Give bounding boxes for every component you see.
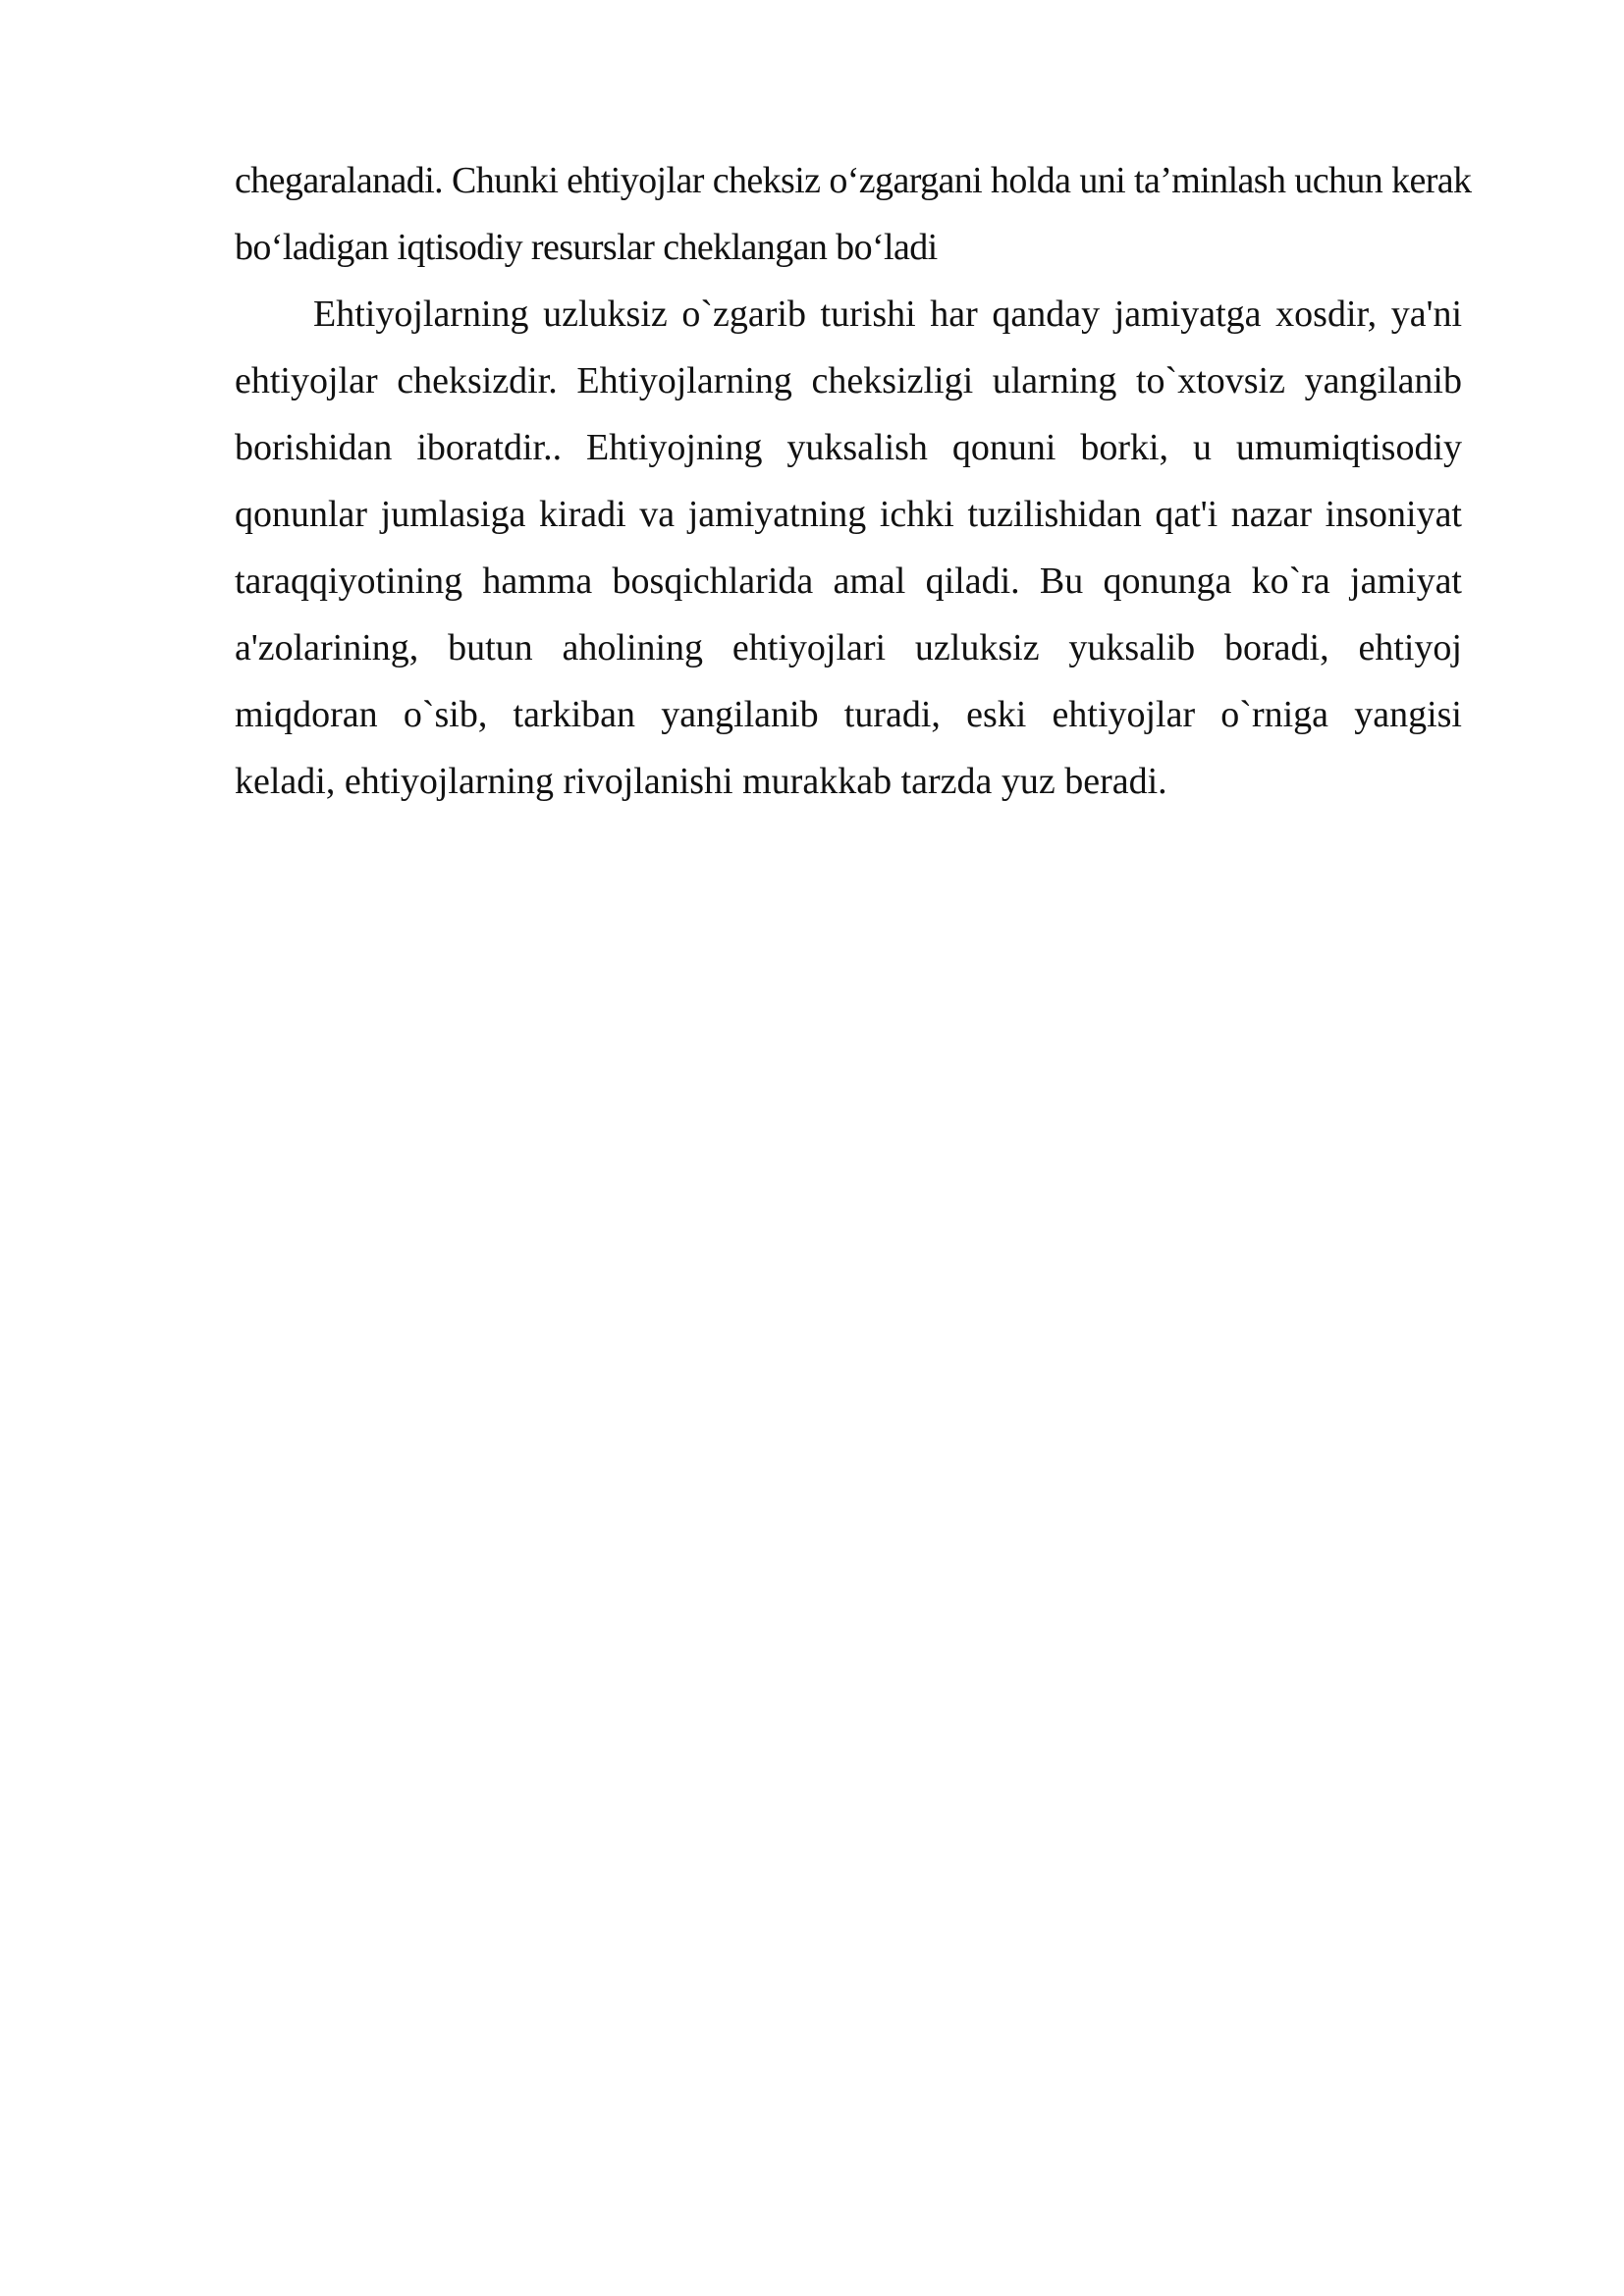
text-line: chegaralanadi. Chunki ehtiyojlar cheksiz o‘zgargani holda uni ta’minlash uchun kerak bbox=[235, 160, 1472, 201]
body-text bbox=[235, 147, 1472, 815]
paragraph-2 bbox=[235, 281, 1462, 815]
text-line: miqdoran o`sib, tarkiban yangilanib turadi, eski ehtiyojlar o`rniga yangisi bbox=[235, 694, 1462, 735]
text-line: a'zolarining, butun aholining ehtiyojlari uzluksiz yuksalib boradi, ehtiyoj bbox=[235, 627, 1462, 668]
text-line: qonunlar jumlasiga kiradi va jamiyatning ichki tuzilishidan qat'i nazar insoniyat bbox=[235, 494, 1462, 535]
text-line: keladi, ehtiyojlarning rivojlanishi murakkab tarzda yuz beradi. bbox=[235, 761, 1167, 802]
text-line: bo‘ladigan iqtisodiy resurslar cheklangan bo‘ladi bbox=[235, 227, 938, 268]
text-line: borishidan iboratdir.. Ehtiyojning yuksalish qonuni borki, u umumiqtisodiy bbox=[235, 427, 1462, 468]
paragraph-1 bbox=[235, 147, 1472, 281]
text-line: ehtiyojlar cheksizdir. Ehtiyojlarning cheksizligi ularning to`xtovsiz yangilanib bbox=[235, 360, 1462, 401]
text-line: taraqqiyotining hamma bosqichlarida amal qiladi. Bu qonunga ko`ra jamiyat bbox=[235, 561, 1462, 602]
text-line: Ehtiyojlarning uzluksiz o`zgarib turishi har qanday jamiyatga xosdir, ya'ni bbox=[313, 294, 1462, 335]
